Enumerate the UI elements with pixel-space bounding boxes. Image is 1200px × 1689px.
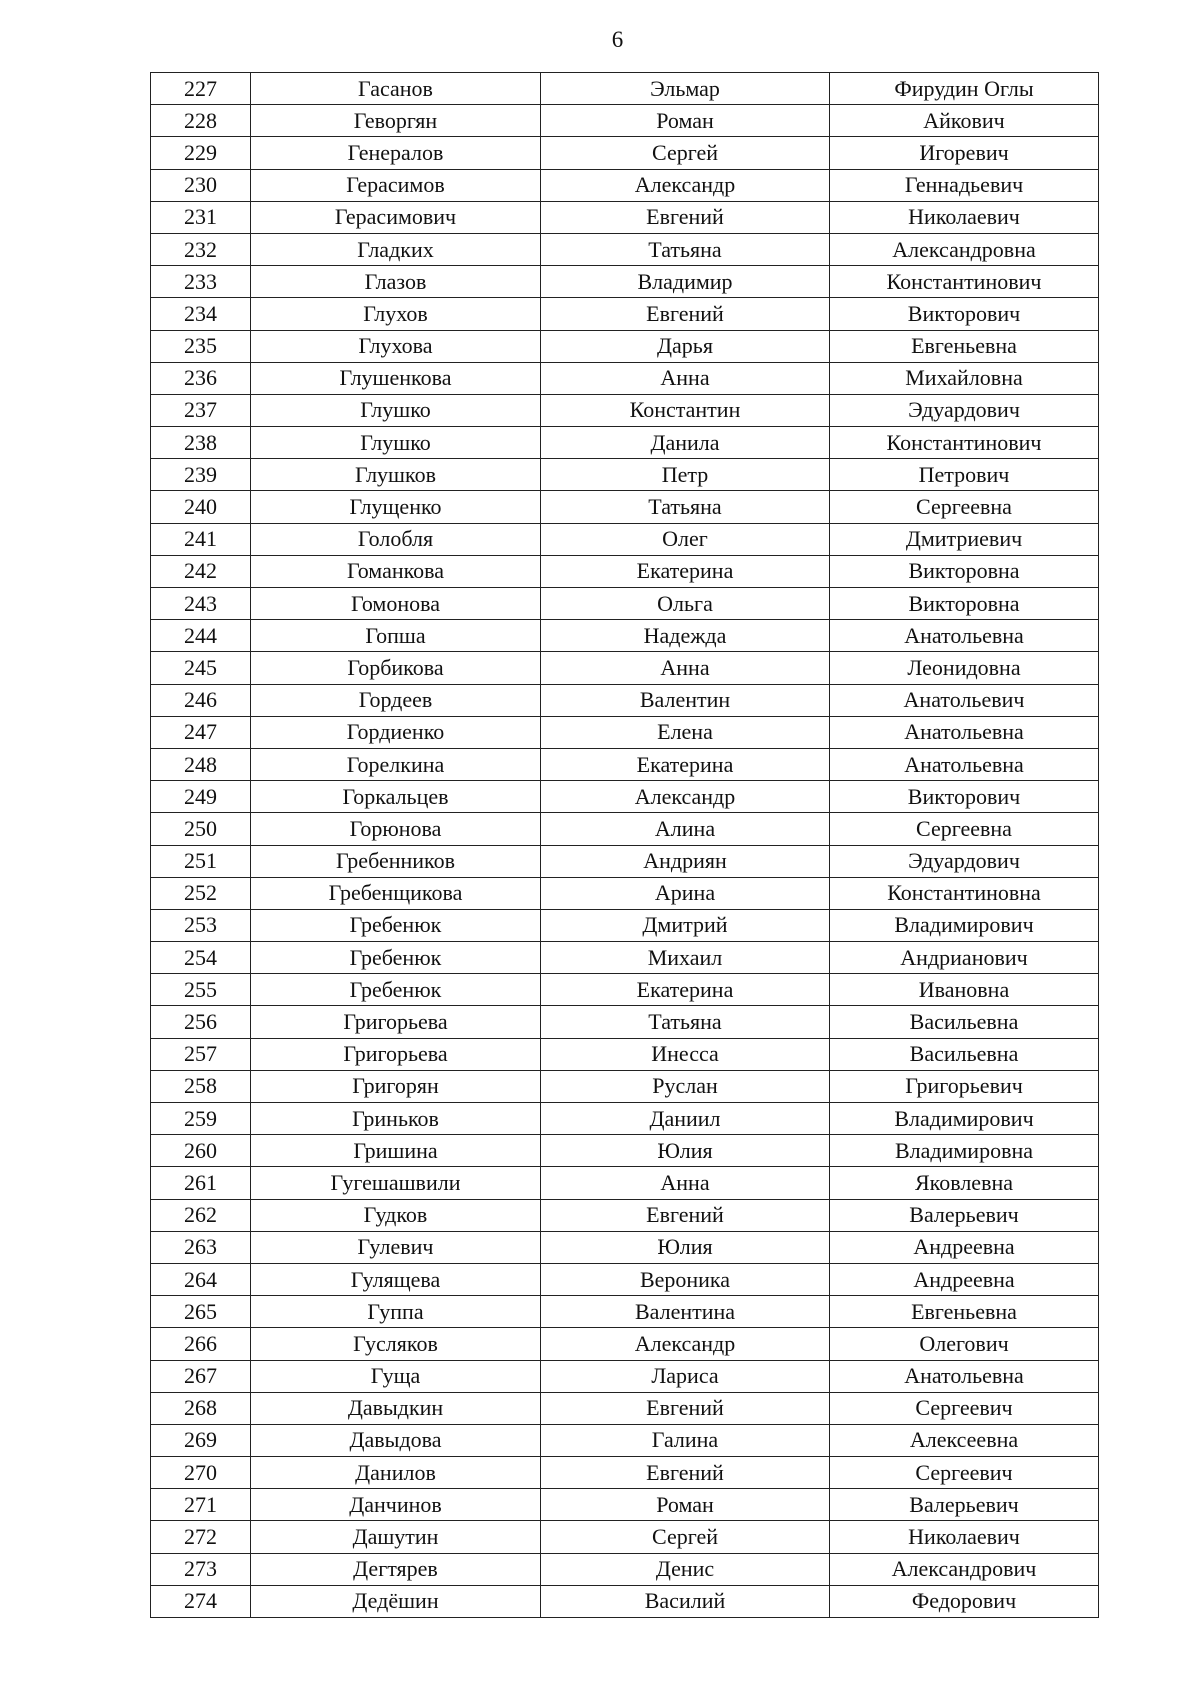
patronymic-cell: Анатольевна — [830, 620, 1099, 652]
row-number-cell: 259 — [151, 1103, 251, 1135]
patronymic-cell: Викторовна — [830, 588, 1099, 620]
row-number-cell: 254 — [151, 942, 251, 974]
patronymic-cell: Алексеевна — [830, 1424, 1099, 1456]
last-name-cell: Дедёшин — [251, 1585, 541, 1617]
first-name-cell: Анна — [541, 652, 830, 684]
patronymic-cell: Петрович — [830, 459, 1099, 491]
page-number: 6 — [611, 27, 624, 52]
first-name-cell: Александр — [541, 1328, 830, 1360]
row-number-cell: 273 — [151, 1553, 251, 1585]
first-name-cell: Ольга — [541, 588, 830, 620]
first-name-cell: Евгений — [541, 201, 830, 233]
first-name-cell: Анна — [541, 1167, 830, 1199]
patronymic-cell: Николаевич — [830, 1521, 1099, 1553]
table-row — [151, 620, 1099, 652]
first-name-cell: Вероника — [541, 1263, 830, 1295]
first-name-cell: Даниил — [541, 1103, 830, 1135]
patronymic-cell: Андрианович — [830, 942, 1099, 974]
first-name-cell: Михаил — [541, 942, 830, 974]
row-number-cell: 229 — [151, 137, 251, 169]
row-number-cell: 274 — [151, 1585, 251, 1617]
patronymic-cell: Александрович — [830, 1553, 1099, 1585]
row-number-cell: 235 — [151, 330, 251, 362]
last-name-cell: Гребенюк — [251, 942, 541, 974]
patronymic-cell: Дмитриевич — [830, 523, 1099, 555]
patronymic-cell: Анатольевна — [830, 748, 1099, 780]
row-number-cell: 247 — [151, 716, 251, 748]
patronymic-cell: Викторовна — [830, 555, 1099, 587]
last-name-cell: Гришина — [251, 1135, 541, 1167]
first-name-cell: Арина — [541, 877, 830, 909]
row-number-cell: 252 — [151, 877, 251, 909]
table-row — [151, 427, 1099, 459]
row-number-cell: 267 — [151, 1360, 251, 1392]
row-number-cell: 268 — [151, 1392, 251, 1424]
table-row — [151, 73, 1099, 105]
table-row — [151, 652, 1099, 684]
patronymic-cell: Анатольевна — [830, 716, 1099, 748]
last-name-cell: Глазов — [251, 266, 541, 298]
patronymic-cell: Валерьевич — [830, 1199, 1099, 1231]
row-number-cell: 251 — [151, 845, 251, 877]
row-number-cell: 261 — [151, 1167, 251, 1199]
first-name-cell: Евгений — [541, 1199, 830, 1231]
patronymic-cell: Владимирович — [830, 909, 1099, 941]
patronymic-cell: Валерьевич — [830, 1489, 1099, 1521]
patronymic-cell: Сергеевна — [830, 813, 1099, 845]
last-name-cell: Гордиенко — [251, 716, 541, 748]
table-row — [151, 1360, 1099, 1392]
row-number-cell: 255 — [151, 974, 251, 1006]
last-name-cell: Горбикова — [251, 652, 541, 684]
patronymic-cell: Николаевич — [830, 201, 1099, 233]
table-row — [151, 1231, 1099, 1263]
table-row — [151, 394, 1099, 426]
first-name-cell: Татьяна — [541, 1006, 830, 1038]
last-name-cell: Данчинов — [251, 1489, 541, 1521]
row-number-cell: 237 — [151, 394, 251, 426]
row-number-cell: 227 — [151, 73, 251, 105]
first-name-cell: Василий — [541, 1585, 830, 1617]
row-number-cell: 232 — [151, 233, 251, 265]
patronymic-cell: Владимирович — [830, 1103, 1099, 1135]
last-name-cell: Гулевич — [251, 1231, 541, 1263]
row-number-cell: 244 — [151, 620, 251, 652]
table-row — [151, 942, 1099, 974]
roster-table — [150, 72, 1099, 1618]
patronymic-cell: Андреевна — [830, 1263, 1099, 1295]
table-row — [151, 974, 1099, 1006]
first-name-cell: Сергей — [541, 1521, 830, 1553]
last-name-cell: Григорьева — [251, 1038, 541, 1070]
last-name-cell: Гребенников — [251, 845, 541, 877]
first-name-cell: Юлия — [541, 1231, 830, 1263]
patronymic-cell: Михайловна — [830, 362, 1099, 394]
first-name-cell: Юлия — [541, 1135, 830, 1167]
last-name-cell: Гордеев — [251, 684, 541, 716]
patronymic-cell: Евгеньевна — [830, 330, 1099, 362]
patronymic-cell: Сергеевна — [830, 491, 1099, 523]
table-row — [151, 1489, 1099, 1521]
patronymic-cell: Яковлевна — [830, 1167, 1099, 1199]
table-row — [151, 201, 1099, 233]
first-name-cell: Петр — [541, 459, 830, 491]
patronymic-cell: Владимировна — [830, 1135, 1099, 1167]
row-number-cell: 271 — [151, 1489, 251, 1521]
last-name-cell: Генералов — [251, 137, 541, 169]
last-name-cell: Гомонова — [251, 588, 541, 620]
first-name-cell: Дарья — [541, 330, 830, 362]
last-name-cell: Глущенко — [251, 491, 541, 523]
last-name-cell: Глухов — [251, 298, 541, 330]
first-name-cell: Данила — [541, 427, 830, 459]
first-name-cell: Александр — [541, 781, 830, 813]
first-name-cell: Роман — [541, 1489, 830, 1521]
row-number-cell: 270 — [151, 1457, 251, 1489]
last-name-cell: Глушко — [251, 394, 541, 426]
last-name-cell: Глушко — [251, 427, 541, 459]
first-name-cell: Руслан — [541, 1070, 830, 1102]
table-row — [151, 523, 1099, 555]
table-row — [151, 298, 1099, 330]
table-row — [151, 362, 1099, 394]
table-row — [151, 1457, 1099, 1489]
patronymic-cell: Леонидовна — [830, 652, 1099, 684]
table-row — [151, 716, 1099, 748]
row-number-cell: 240 — [151, 491, 251, 523]
table-row — [151, 1585, 1099, 1617]
last-name-cell: Гуппа — [251, 1296, 541, 1328]
first-name-cell: Олег — [541, 523, 830, 555]
first-name-cell: Дмитрий — [541, 909, 830, 941]
first-name-cell: Надежда — [541, 620, 830, 652]
first-name-cell: Татьяна — [541, 233, 830, 265]
last-name-cell: Гриньков — [251, 1103, 541, 1135]
patronymic-cell: Васильевна — [830, 1038, 1099, 1070]
row-number-cell: 236 — [151, 362, 251, 394]
row-number-cell: 239 — [151, 459, 251, 491]
table-row — [151, 137, 1099, 169]
table-row — [151, 1553, 1099, 1585]
row-number-cell: 242 — [151, 555, 251, 587]
first-name-cell: Екатерина — [541, 748, 830, 780]
patronymic-cell: Игоревич — [830, 137, 1099, 169]
table-row — [151, 877, 1099, 909]
first-name-cell: Елена — [541, 716, 830, 748]
table-row — [151, 459, 1099, 491]
first-name-cell: Владимир — [541, 266, 830, 298]
first-name-cell: Андриян — [541, 845, 830, 877]
first-name-cell: Евгений — [541, 298, 830, 330]
table-row — [151, 813, 1099, 845]
last-name-cell: Глушенкова — [251, 362, 541, 394]
patronymic-cell: Константинович — [830, 427, 1099, 459]
table-row — [151, 684, 1099, 716]
row-number-cell: 230 — [151, 169, 251, 201]
patronymic-cell: Сергеевич — [830, 1392, 1099, 1424]
row-number-cell: 256 — [151, 1006, 251, 1038]
last-name-cell: Гопша — [251, 620, 541, 652]
table-row — [151, 1328, 1099, 1360]
first-name-cell: Валентина — [541, 1296, 830, 1328]
table-row — [151, 491, 1099, 523]
table-row — [151, 1263, 1099, 1295]
first-name-cell: Сергей — [541, 137, 830, 169]
first-name-cell: Денис — [541, 1553, 830, 1585]
row-number-cell: 253 — [151, 909, 251, 941]
roster-table-body — [151, 73, 1099, 1618]
table-row — [151, 909, 1099, 941]
last-name-cell: Давыдова — [251, 1424, 541, 1456]
table-row — [151, 1070, 1099, 1102]
patronymic-cell: Айкович — [830, 105, 1099, 137]
row-number-cell: 245 — [151, 652, 251, 684]
last-name-cell: Горюнова — [251, 813, 541, 845]
patronymic-cell: Константинович — [830, 266, 1099, 298]
patronymic-cell: Александровна — [830, 233, 1099, 265]
row-number-cell: 234 — [151, 298, 251, 330]
patronymic-cell: Эдуардович — [830, 394, 1099, 426]
last-name-cell: Герасимович — [251, 201, 541, 233]
table-row — [151, 781, 1099, 813]
table-row — [151, 1521, 1099, 1553]
patronymic-cell: Васильевна — [830, 1006, 1099, 1038]
table-row — [151, 1296, 1099, 1328]
patronymic-cell: Геннадьевич — [830, 169, 1099, 201]
patronymic-cell: Сергеевич — [830, 1457, 1099, 1489]
first-name-cell: Екатерина — [541, 974, 830, 1006]
last-name-cell: Дегтярев — [251, 1553, 541, 1585]
last-name-cell: Гулящева — [251, 1263, 541, 1295]
first-name-cell: Лариса — [541, 1360, 830, 1392]
patronymic-cell: Викторович — [830, 298, 1099, 330]
table-row — [151, 1167, 1099, 1199]
row-number-cell: 265 — [151, 1296, 251, 1328]
table-row — [151, 1103, 1099, 1135]
table-row — [151, 1199, 1099, 1231]
row-number-cell: 228 — [151, 105, 251, 137]
row-number-cell: 262 — [151, 1199, 251, 1231]
table-row — [151, 169, 1099, 201]
last-name-cell: Глухова — [251, 330, 541, 362]
patronymic-cell: Константиновна — [830, 877, 1099, 909]
table-row — [151, 1135, 1099, 1167]
first-name-cell: Александр — [541, 169, 830, 201]
first-name-cell: Екатерина — [541, 555, 830, 587]
row-number-cell: 257 — [151, 1038, 251, 1070]
first-name-cell: Татьяна — [541, 491, 830, 523]
last-name-cell: Глушков — [251, 459, 541, 491]
patronymic-cell: Фирудин Оглы — [830, 73, 1099, 105]
first-name-cell: Константин — [541, 394, 830, 426]
row-number-cell: 272 — [151, 1521, 251, 1553]
row-number-cell: 243 — [151, 588, 251, 620]
last-name-cell: Гуща — [251, 1360, 541, 1392]
last-name-cell: Григорьева — [251, 1006, 541, 1038]
table-row — [151, 330, 1099, 362]
last-name-cell: Гребенюк — [251, 909, 541, 941]
table-row — [151, 1038, 1099, 1070]
first-name-cell: Алина — [541, 813, 830, 845]
row-number-cell: 263 — [151, 1231, 251, 1263]
last-name-cell: Данилов — [251, 1457, 541, 1489]
first-name-cell: Роман — [541, 105, 830, 137]
table-row — [151, 1006, 1099, 1038]
last-name-cell: Гудков — [251, 1199, 541, 1231]
last-name-cell: Герасимов — [251, 169, 541, 201]
first-name-cell: Валентин — [541, 684, 830, 716]
row-number-cell: 249 — [151, 781, 251, 813]
row-number-cell: 266 — [151, 1328, 251, 1360]
table-row — [151, 845, 1099, 877]
row-number-cell: 233 — [151, 266, 251, 298]
first-name-cell: Евгений — [541, 1457, 830, 1489]
last-name-cell: Горелкина — [251, 748, 541, 780]
last-name-cell: Гладких — [251, 233, 541, 265]
row-number-cell: 250 — [151, 813, 251, 845]
row-number-cell: 231 — [151, 201, 251, 233]
table-row — [151, 748, 1099, 780]
table-row — [151, 105, 1099, 137]
last-name-cell: Гребенюк — [251, 974, 541, 1006]
last-name-cell: Гоманкова — [251, 555, 541, 587]
patronymic-cell: Олегович — [830, 1328, 1099, 1360]
last-name-cell: Горкальцев — [251, 781, 541, 813]
row-number-cell: 246 — [151, 684, 251, 716]
row-number-cell: 260 — [151, 1135, 251, 1167]
patronymic-cell: Федорович — [830, 1585, 1099, 1617]
row-number-cell: 264 — [151, 1263, 251, 1295]
first-name-cell: Анна — [541, 362, 830, 394]
patronymic-cell: Григорьевич — [830, 1070, 1099, 1102]
table-row — [151, 1424, 1099, 1456]
last-name-cell: Голобля — [251, 523, 541, 555]
last-name-cell: Гусляков — [251, 1328, 541, 1360]
row-number-cell: 238 — [151, 427, 251, 459]
patronymic-cell: Ивановна — [830, 974, 1099, 1006]
patronymic-cell: Анатольевич — [830, 684, 1099, 716]
row-number-cell: 241 — [151, 523, 251, 555]
patronymic-cell: Андреевна — [830, 1231, 1099, 1263]
last-name-cell: Геворгян — [251, 105, 541, 137]
table-row — [151, 233, 1099, 265]
last-name-cell: Гасанов — [251, 73, 541, 105]
patronymic-cell: Викторович — [830, 781, 1099, 813]
row-number-cell: 269 — [151, 1424, 251, 1456]
last-name-cell: Дашутин — [251, 1521, 541, 1553]
patronymic-cell: Эдуардович — [830, 845, 1099, 877]
last-name-cell: Гугешашвили — [251, 1167, 541, 1199]
table-row — [151, 1392, 1099, 1424]
last-name-cell: Гребенщикова — [251, 877, 541, 909]
patronymic-cell: Анатольевна — [830, 1360, 1099, 1392]
first-name-cell: Инесса — [541, 1038, 830, 1070]
row-number-cell: 258 — [151, 1070, 251, 1102]
table-row — [151, 555, 1099, 587]
last-name-cell: Давыдкин — [251, 1392, 541, 1424]
patronymic-cell: Евгеньевна — [830, 1296, 1099, 1328]
last-name-cell: Григорян — [251, 1070, 541, 1102]
first-name-cell: Евгений — [541, 1392, 830, 1424]
first-name-cell: Галина — [541, 1424, 830, 1456]
first-name-cell: Эльмар — [541, 73, 830, 105]
table-row — [151, 588, 1099, 620]
row-number-cell: 248 — [151, 748, 251, 780]
table-row — [151, 266, 1099, 298]
